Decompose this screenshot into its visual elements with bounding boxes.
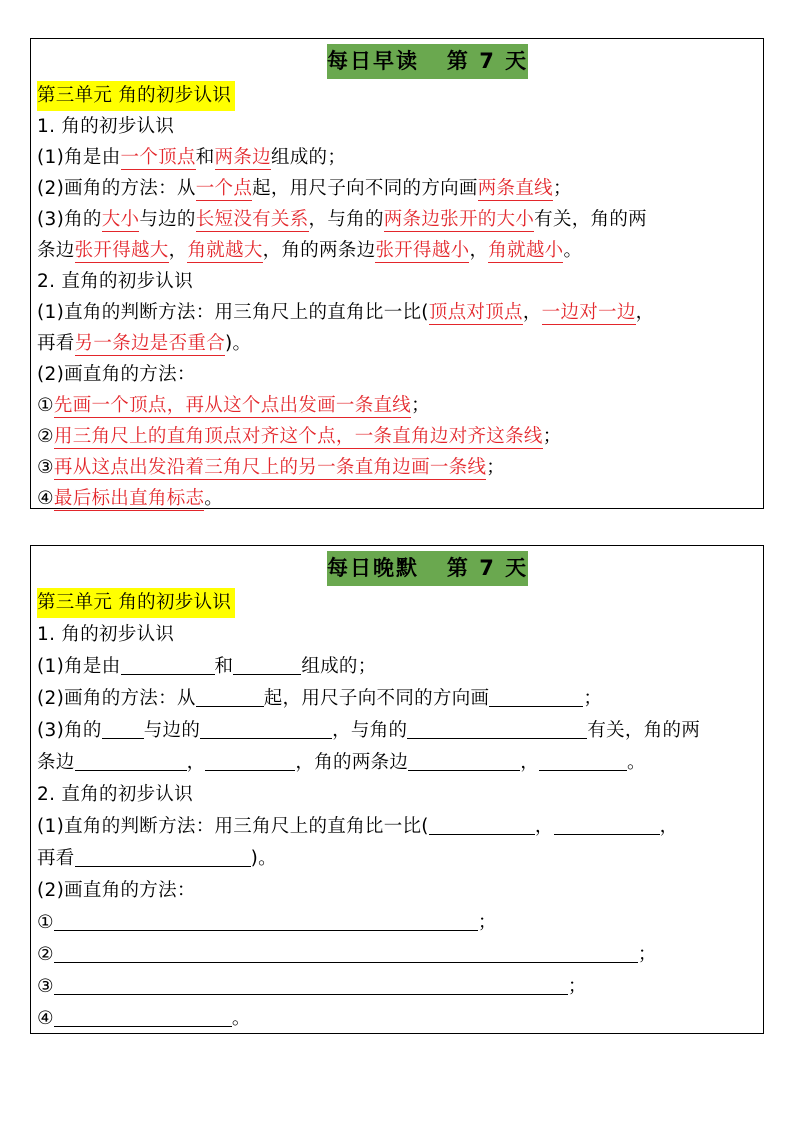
item-2-2: (2)画直角的方法： bbox=[37, 364, 196, 385]
text: ； bbox=[411, 395, 430, 416]
section-1-heading: 1. 角的初步认识 bbox=[37, 116, 175, 137]
step-2 bbox=[37, 940, 757, 970]
text: 条边 bbox=[37, 752, 75, 773]
text: )。 bbox=[225, 333, 252, 354]
blank-line[interactable] bbox=[54, 942, 638, 963]
item-2-1-cont bbox=[37, 844, 757, 874]
blank-line[interactable] bbox=[539, 750, 627, 771]
answer: 两条边 bbox=[214, 147, 271, 168]
answer: 再从这点出发沿着三角尺上的另一条直角边画一条线 bbox=[53, 457, 487, 478]
text: 组成的； bbox=[301, 656, 377, 677]
text: ， bbox=[522, 302, 542, 323]
unit-heading-line bbox=[37, 81, 757, 111]
text: (2)画角的方法：从 bbox=[37, 178, 196, 199]
morning-title: 每日早读 第 7 天 bbox=[327, 44, 528, 79]
item-2-1 bbox=[37, 812, 757, 842]
blank-line[interactable] bbox=[121, 654, 215, 675]
step-2 bbox=[37, 422, 757, 452]
text: ； bbox=[486, 457, 506, 478]
text: (1)角是由 bbox=[37, 147, 121, 168]
step-4 bbox=[37, 484, 757, 514]
answer: 张开得越小 bbox=[375, 240, 470, 261]
text: 条边 bbox=[37, 240, 75, 261]
step-1 bbox=[37, 391, 757, 421]
answer: 两条边张开的大小 bbox=[383, 209, 535, 230]
blank-line[interactable] bbox=[489, 686, 583, 707]
answer: 长短没有关系 bbox=[195, 209, 309, 230]
text: (3)角的 bbox=[37, 209, 102, 230]
unit-heading-line bbox=[37, 588, 757, 618]
text: 。 bbox=[204, 488, 224, 509]
blank-line[interactable] bbox=[429, 814, 535, 835]
answer: 顶点对顶点 bbox=[428, 302, 523, 323]
text: 有关，角的两 bbox=[534, 209, 647, 230]
text: ； bbox=[552, 178, 572, 199]
text: ，与角的 bbox=[332, 720, 408, 741]
blank-line[interactable] bbox=[200, 718, 332, 739]
blank-line[interactable] bbox=[54, 1006, 232, 1027]
answer: 另一条边是否重合 bbox=[74, 333, 226, 354]
answer: 用三角尺上的直角顶点对齐这个点，一条直角边对齐这条线 bbox=[53, 426, 543, 447]
text: ； bbox=[477, 912, 497, 933]
blank-line[interactable] bbox=[554, 814, 660, 835]
text: ， bbox=[520, 752, 540, 773]
text: ， bbox=[186, 752, 206, 773]
text: 与边的 bbox=[139, 209, 196, 230]
answer: 一个点 bbox=[195, 178, 253, 199]
item-1-3-cont bbox=[37, 236, 757, 266]
text: ，角的两条边 bbox=[262, 240, 376, 261]
step-number: ③ bbox=[37, 976, 54, 997]
text: ，与角的 bbox=[308, 209, 384, 230]
text: 与边的 bbox=[143, 720, 201, 741]
text: 再看 bbox=[37, 333, 75, 354]
step-1 bbox=[37, 908, 757, 938]
section-2-heading: 2. 直角的初步认识 bbox=[37, 784, 194, 805]
answer: 两条直线 bbox=[477, 178, 553, 199]
step-3 bbox=[37, 972, 757, 1002]
step-number: ① bbox=[37, 912, 54, 933]
blank-line[interactable] bbox=[408, 750, 520, 771]
answer: 最后标出直角标志 bbox=[53, 488, 205, 509]
text: ， bbox=[534, 816, 554, 837]
blank-line[interactable] bbox=[54, 974, 568, 995]
step-3 bbox=[37, 453, 757, 483]
step-number: ④ bbox=[37, 488, 54, 509]
text: ，角的两条边 bbox=[295, 752, 409, 773]
evening-dictation-box bbox=[30, 545, 764, 1034]
text: (3)角的 bbox=[37, 720, 102, 741]
item-1-3-cont bbox=[37, 748, 757, 778]
text: 组成的； bbox=[270, 147, 347, 168]
text: 和 bbox=[214, 656, 234, 677]
text: )。 bbox=[250, 848, 277, 869]
section-2-heading: 2. 直角的初步认识 bbox=[37, 271, 194, 292]
step-number: ② bbox=[37, 944, 54, 965]
item-2-1-cont bbox=[37, 329, 757, 359]
blank-line[interactable] bbox=[102, 718, 144, 739]
text: 和 bbox=[195, 147, 215, 168]
blank-line[interactable] bbox=[205, 750, 295, 771]
item-1-1 bbox=[37, 143, 757, 173]
item-1-2 bbox=[37, 174, 757, 204]
answer: 张开得越大 bbox=[74, 240, 169, 261]
text: 。 bbox=[627, 752, 646, 773]
text: 。 bbox=[563, 240, 583, 261]
text: ； bbox=[583, 688, 603, 709]
text: 有关，角的两 bbox=[587, 720, 701, 741]
section-1-heading: 1. 角的初步认识 bbox=[37, 624, 175, 645]
item-1-1 bbox=[37, 652, 757, 682]
text: ； bbox=[637, 944, 657, 965]
text: (2)画角的方法：从 bbox=[37, 688, 196, 709]
step-number: ① bbox=[37, 395, 54, 416]
step-number: ② bbox=[37, 426, 54, 447]
step-number: ③ bbox=[37, 457, 54, 478]
text: ， bbox=[659, 816, 679, 837]
answer: 角就越大 bbox=[187, 240, 263, 261]
answer: 先画一个顶点，再从这个点出发画一条直线 bbox=[53, 395, 412, 416]
blank-line[interactable] bbox=[75, 846, 251, 867]
text: ； bbox=[567, 976, 587, 997]
item-1-2 bbox=[37, 684, 757, 714]
blank-line[interactable] bbox=[54, 910, 478, 931]
blank-line[interactable] bbox=[233, 654, 301, 675]
evening-title: 每日晚默 第 7 天 bbox=[327, 551, 528, 586]
text: ， bbox=[469, 240, 489, 261]
text: 再看 bbox=[37, 848, 75, 869]
unit-heading: 第三单元 角的初步认识 bbox=[37, 588, 235, 618]
answer: 大小 bbox=[101, 209, 140, 230]
text: ， bbox=[168, 240, 188, 261]
morning-reading-box bbox=[30, 38, 764, 509]
unit-heading: 第三单元 角的初步认识 bbox=[37, 81, 235, 111]
text: 起，用尺子向不同的方向画 bbox=[252, 178, 478, 199]
text: 起，用尺子向不同的方向画 bbox=[263, 688, 490, 709]
blank-line[interactable] bbox=[75, 750, 187, 771]
answer: 一个顶点 bbox=[120, 147, 196, 168]
answer: 角就越小 bbox=[488, 240, 564, 261]
item-2-2: (2)画直角的方法： bbox=[37, 880, 196, 901]
text: (1)直角的判断方法：用三角尺上的直角比一比( bbox=[37, 302, 429, 323]
item-2-1 bbox=[37, 298, 757, 328]
item-1-3 bbox=[37, 205, 757, 235]
text: ， bbox=[635, 302, 655, 323]
step-number: ④ bbox=[37, 1008, 54, 1029]
item-1-3 bbox=[37, 716, 757, 746]
blank-line[interactable] bbox=[196, 686, 264, 707]
text: (1)角是由 bbox=[37, 656, 121, 677]
text: ； bbox=[542, 426, 562, 447]
text: (1)直角的判断方法：用三角尺上的直角比一比( bbox=[37, 816, 429, 837]
step-4 bbox=[37, 1004, 757, 1034]
text: 。 bbox=[231, 1008, 251, 1029]
blank-line[interactable] bbox=[407, 718, 587, 739]
answer: 一边对一边 bbox=[541, 302, 636, 323]
